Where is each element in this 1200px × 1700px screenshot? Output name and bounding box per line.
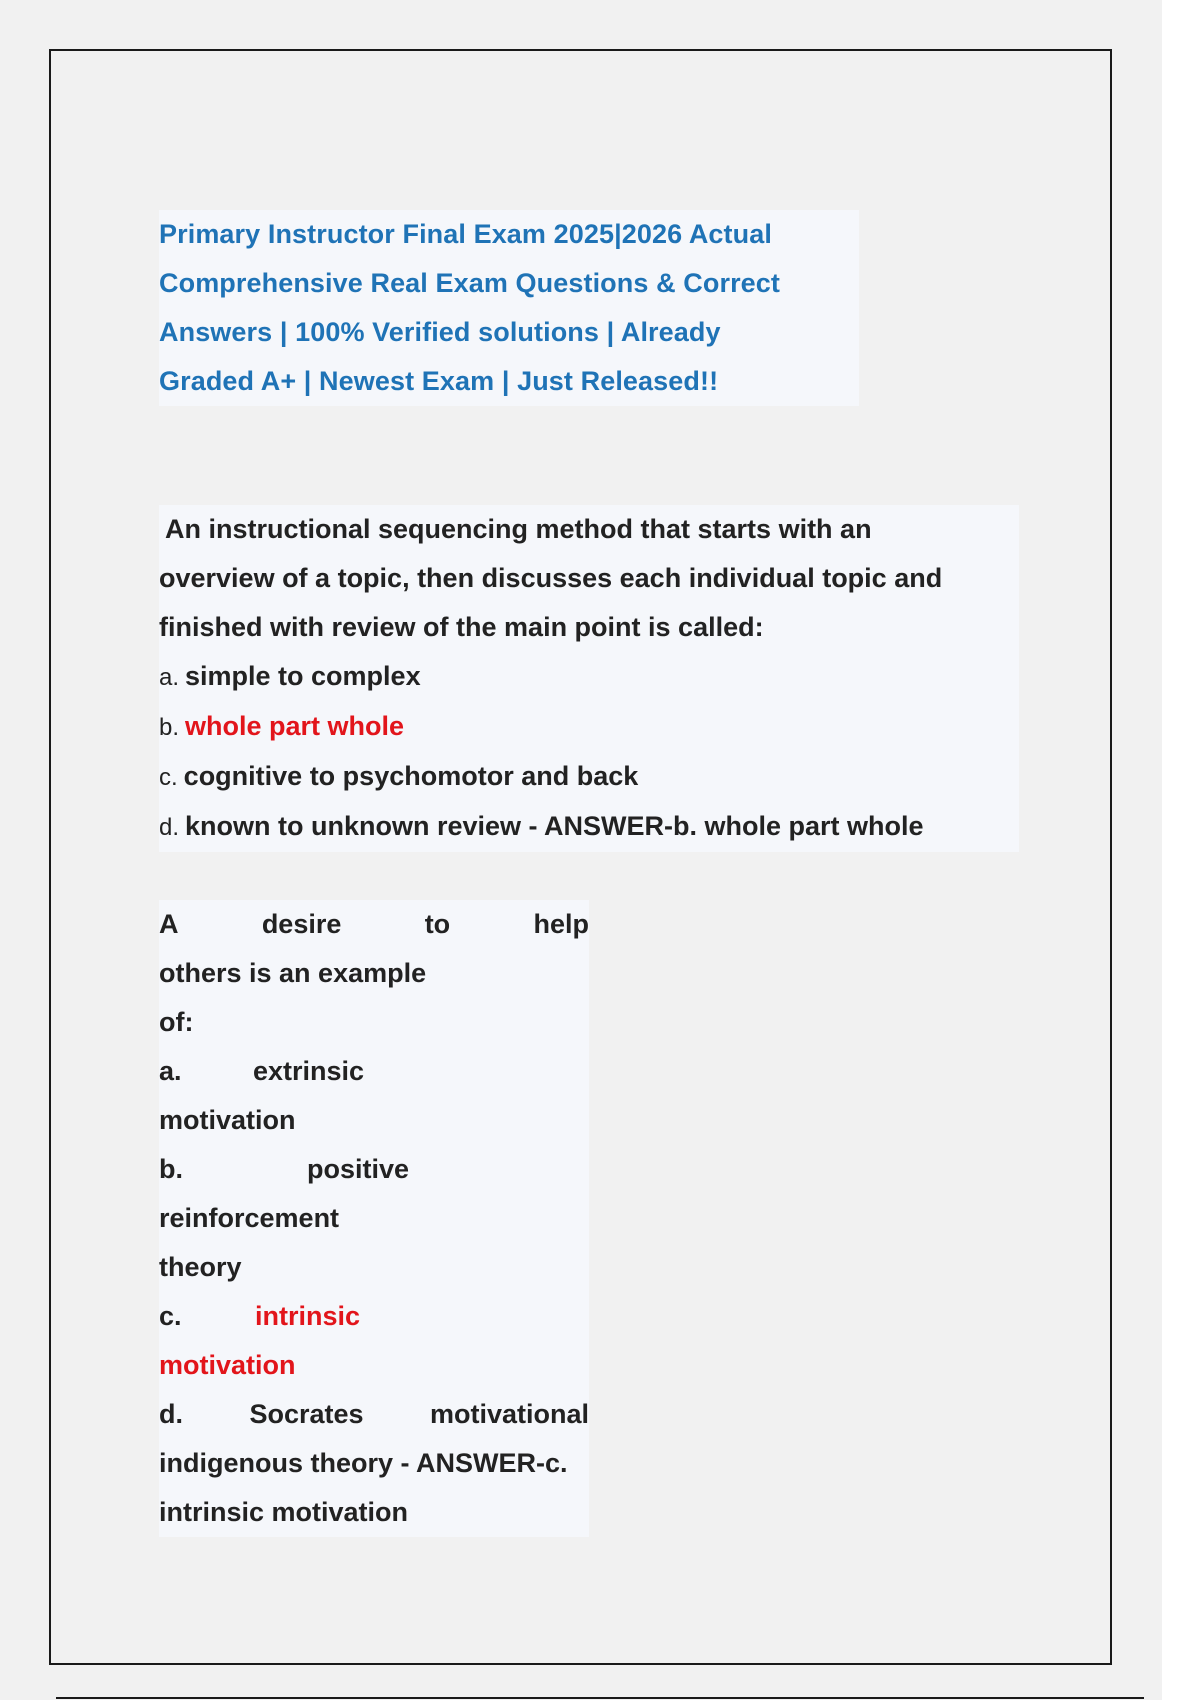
question-2-option-b bbox=[159, 1145, 409, 1194]
document-title bbox=[159, 210, 859, 406]
question-2-stem-line-1 bbox=[159, 900, 589, 949]
question-2-option-d-cont-2: intrinsic motivation bbox=[159, 1497, 409, 1527]
question-2 bbox=[159, 900, 589, 1537]
option-text: simple to complex bbox=[185, 661, 421, 691]
question-2-option-d bbox=[159, 1390, 589, 1439]
question-2-option-c bbox=[159, 1292, 360, 1341]
question-2-option-b-cont-2: theory bbox=[159, 1252, 242, 1282]
option-letter: b. bbox=[159, 1154, 183, 1184]
option-letter: a. bbox=[159, 664, 180, 691]
question-1-option-b bbox=[159, 702, 1019, 752]
question-1 bbox=[159, 505, 1019, 852]
option-letter: c. bbox=[159, 764, 178, 791]
stem-word: to bbox=[424, 909, 451, 939]
question-2-stem-line-3: of: bbox=[159, 1007, 194, 1037]
question-2-option-d-cont-1: indigenous theory - ANSWER-c. bbox=[159, 1448, 568, 1478]
question-1-stem-line-1: An instructional sequencing method that starts with an bbox=[165, 514, 872, 544]
title-line-2: Comprehensive Real Exam Questions & Correct bbox=[159, 268, 781, 298]
question-2-option-a bbox=[159, 1047, 364, 1096]
question-2-option-c-cont: motivation bbox=[159, 1350, 296, 1380]
option-word: positive bbox=[306, 1154, 409, 1184]
option-text-correct: whole part whole bbox=[185, 711, 405, 741]
question-1-option-a bbox=[159, 652, 1019, 702]
question-1-stem-line-2: overview of a topic, then discusses each individual topic and bbox=[159, 563, 943, 593]
option-word-correct: intrinsic bbox=[254, 1301, 360, 1331]
question-2-stem-line-2: others is an example bbox=[159, 958, 427, 988]
option-word: Socrates bbox=[249, 1399, 364, 1429]
option-text: known to unknown review - ANSWER-b. whole part whole bbox=[185, 811, 924, 841]
title-line-1: Primary Instructor Final Exam 2025|2026 Actual bbox=[159, 219, 772, 249]
title-line-3: Answers | 100% Verified solutions | Already bbox=[159, 317, 721, 347]
question-2-option-b-cont-1: reinforcement bbox=[159, 1203, 340, 1233]
option-letter: b. bbox=[159, 714, 180, 741]
question-1-stem-line-3: finished with review of the main point is called: bbox=[159, 612, 764, 642]
title-line-4: Graded A+ | Newest Exam | Just Released!! bbox=[159, 366, 719, 396]
stem-word: A bbox=[159, 909, 179, 939]
option-letter: d. bbox=[159, 1399, 183, 1429]
question-1-option-d bbox=[159, 802, 1019, 852]
bottom-rule bbox=[56, 1697, 1144, 1699]
question-2-option-a-cont: motivation bbox=[159, 1105, 296, 1135]
option-letter: c. bbox=[159, 1301, 182, 1331]
right-margin-strip bbox=[1162, 0, 1200, 1700]
stem-word: help bbox=[533, 909, 589, 939]
option-word: extrinsic bbox=[252, 1056, 364, 1086]
stem-word: desire bbox=[261, 909, 342, 939]
question-1-option-c bbox=[159, 752, 1019, 802]
option-word: motivational bbox=[429, 1399, 589, 1429]
option-letter: a. bbox=[159, 1056, 182, 1086]
option-text: cognitive to psychomotor and back bbox=[183, 761, 639, 791]
option-letter: d. bbox=[159, 814, 180, 841]
